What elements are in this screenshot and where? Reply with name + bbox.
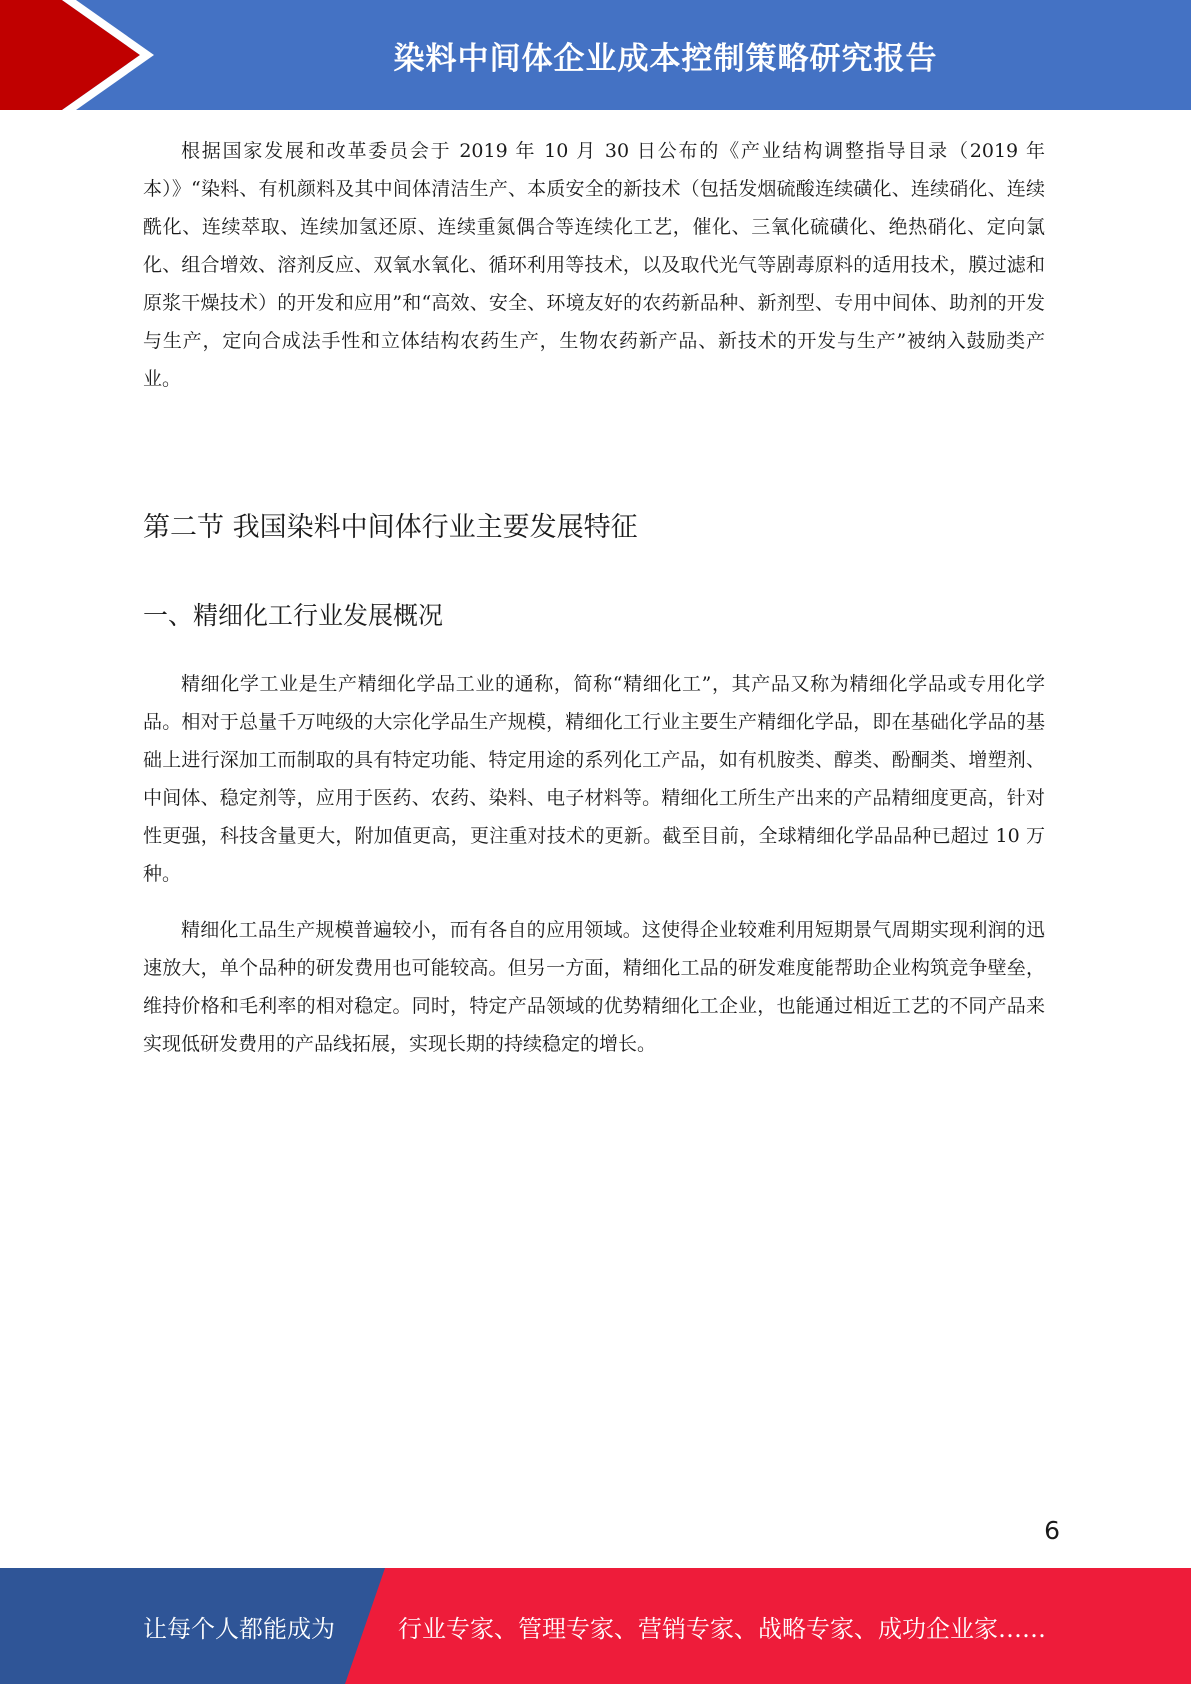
page-header [0,0,1191,110]
subsection-body [143,665,1045,1063]
body-paragraph-2: 精细化工品生产规模普遍较小，而有各自的应用领域。这使得企业较难利用短期景气周期实现利润的迅速放大，单个品种的研发费用也可能较高。但另一方面，精细化工品的研发难度能帮助企业构筑竞争壁垒，维持价格和毛利率的相对稳定。同时，特定产品领域的优势精细化工企业，也能通过相近工艺的不同产品来实现低研发费用的产品线拓展，实现长期的持续稳定的增长。 [143,919,1045,1055]
footer-slogan-right: 行业专家、管理专家、营销专家、战略专家、成功企业家…… [398,1614,1046,1643]
section-heading: 第二节 我国染料中间体行业主要发展特征 [143,512,638,543]
page-number: 6 [1044,1516,1060,1545]
report-title: 染料中间体企业成本控制策略研究报告 [393,40,938,77]
intro-paragraph: 根据国家发展和改革委员会于 2019 年 10 月 30 日公布的《产业结构调整指导目录（2019 年本）》“染料、有机颜料及其中间体清洁生产、本质安全的新技术（包括发烟硫酸连续磺化、连续硝化、连续酰化、连续萃取、连续加氢还原、连续重氮偶合等连续化工艺，催化、三氧化硫磺化、绝热硝化、定向氯化、组合增效、溶剂反应、双氧水氧化、循环利用等技术，以及取代光气等剧毒原料的适用技术，膜过滤和原浆干燥技术）的开发和应用”和“高效、安全、环境友好的农药新品种、新剂型、专用中间体、助剂的开发与生产，定向合成法手性和立体结构农药生产，生物农药新产品、新技术的开发与生产”被纳入鼓励类产业。 [143,140,1045,390]
intro-section [143,132,1045,398]
page-footer [0,1568,1191,1684]
subsection-heading: 一、精细化工行业发展概况 [143,601,444,630]
red-chevron-decoration [0,0,160,110]
footer-slogan-left: 让每个人都能成为 [143,1614,335,1643]
body-paragraph-1: 精细化学工业是生产精细化学品工业的通称，简称“精细化工”，其产品又称为精细化学品或专用化学品。相对于总量千万吨级的大宗化学品生产规模，精细化工行业主要生产精细化学品，即在基础化学品的基础上进行深加工而制取的具有特定功能、特定用途的系列化工产品，如有机胺类、醇类、酚酮类、增塑剂、中间体、稳定剂等，应用于医药、农药、染料、电子材料等。精细化工所生产出来的产品精细度更高，针对性更强，科技含量更大，附加值更高，更注重对技术的更新。截至目前，全球精细化学品品种已超过 10 万种。 [143,673,1045,885]
